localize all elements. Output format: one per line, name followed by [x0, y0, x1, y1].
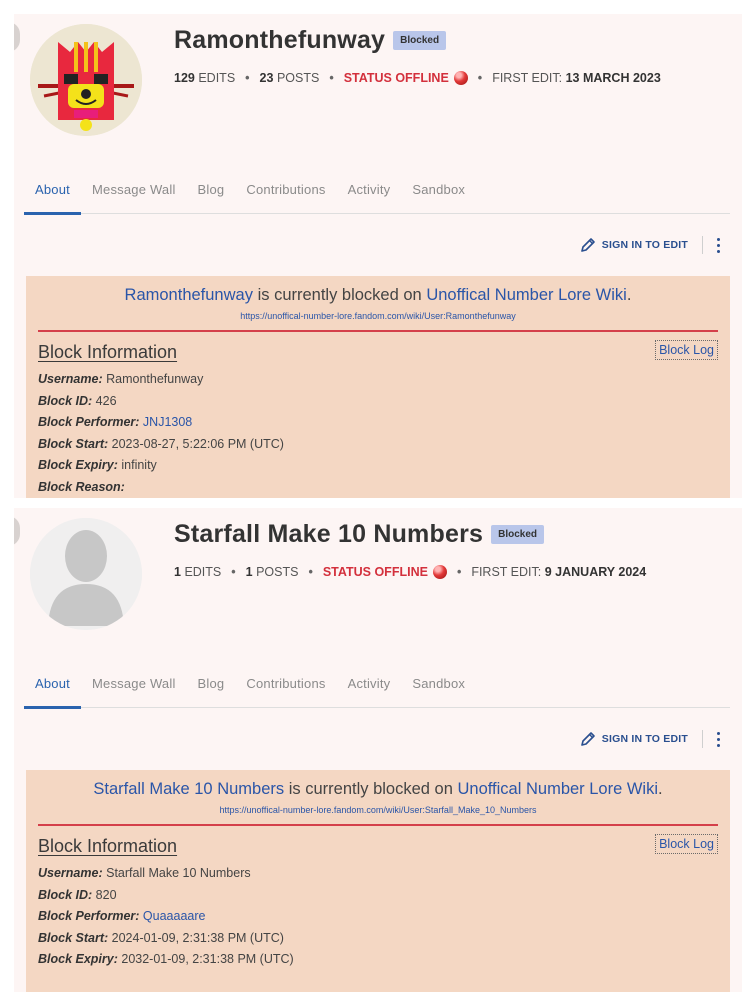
block-fields: [38, 369, 718, 498]
field-block-start: Block Start: 2023-08-27, 5:22:06 PM (UTC): [38, 436, 284, 451]
tab-about[interactable]: About: [24, 666, 81, 708]
blocked-user-link[interactable]: Ramonthefunway: [124, 286, 253, 304]
sign-in-to-edit-button[interactable]: SIGN IN TO EDIT: [601, 239, 688, 251]
tab-sandbox[interactable]: Sandbox: [412, 182, 466, 197]
stat-separator: •: [477, 71, 483, 85]
edits-label: EDITS: [198, 71, 236, 85]
stat-separator: •: [456, 565, 462, 579]
divider: [38, 824, 718, 826]
field-block-id: Block ID: 820: [38, 887, 117, 902]
profile-header: [174, 520, 732, 579]
field-block-expiry: Block Expiry: infinity: [38, 458, 157, 472]
page-actions: [580, 730, 720, 748]
posts-count: 1: [245, 565, 253, 579]
block-performer-link[interactable]: JNJ1308: [142, 415, 193, 429]
kebab-menu-icon[interactable]: [717, 238, 720, 253]
posts-count: 23: [259, 71, 274, 85]
field-block-reason: Block Reason:: [38, 479, 125, 494]
block-notice: [26, 276, 730, 498]
user-url-link[interactable]: https://unoffical-number-lore.fandom.com/wiki/User:Ramonthefunway: [240, 311, 516, 321]
avatar[interactable]: [30, 24, 142, 136]
block-information-heading: Block Information: [38, 342, 178, 362]
profile-stats: [174, 71, 732, 85]
profile-screenshot-1: [14, 14, 742, 498]
profile-tabs: [24, 172, 730, 214]
wiki-link[interactable]: Unoffical Number Lore Wiki: [457, 780, 659, 798]
profile-header: [174, 26, 732, 85]
block-information-heading: Block Information: [38, 836, 178, 856]
username: Starfall Make 10 Numbers: [174, 520, 484, 548]
blocked-statement: Starfall Make 10 Numbers is currently blocked on Unoffical Number Lore Wiki.: [93, 780, 663, 798]
tab-sandbox[interactable]: Sandbox: [412, 676, 466, 691]
edge-tab: [14, 516, 20, 546]
sign-in-to-edit-button[interactable]: SIGN IN TO EDIT: [601, 733, 688, 745]
field-block-performer: Block Performer: JNJ1308: [38, 415, 193, 429]
username: Ramonthefunway: [174, 26, 386, 54]
tab-message-wall[interactable]: Message Wall: [91, 182, 176, 197]
status-offline: STATUS OFFLINE: [323, 565, 447, 579]
first-edit-date: 13 MARCH 2023: [565, 71, 661, 85]
divider: [702, 236, 703, 254]
red-dot-icon: [454, 71, 468, 85]
field-block-id: Block ID: 426: [38, 393, 117, 408]
blocked-badge: Blocked: [393, 31, 446, 50]
block-performer-link[interactable]: Quaaaaare: [142, 909, 206, 923]
number-character-avatar-icon: [30, 24, 142, 136]
edge-tab: [14, 22, 20, 52]
blocked-statement: Ramonthefunway is currently blocked on Unoffical Number Lore Wiki.: [124, 286, 632, 304]
status-offline: STATUS OFFLINE: [344, 71, 468, 85]
stat-separator: •: [245, 71, 250, 85]
profile-tabs: [24, 666, 730, 708]
pencil-icon[interactable]: [580, 237, 596, 253]
field-block-start: Block Start: 2024-01-09, 2:31:38 PM (UTC): [38, 930, 284, 945]
tab-message-wall[interactable]: Message Wall: [91, 676, 176, 691]
wiki-link[interactable]: Unoffical Number Lore Wiki: [426, 286, 627, 304]
tab-activity[interactable]: Activity: [347, 182, 391, 197]
field-username: Username: Starfall Make 10 Numbers: [38, 866, 251, 880]
red-dot-icon: [433, 565, 447, 579]
field-block-expiry: Block Expiry: 2032-01-09, 2:31:38 PM (UTC): [38, 952, 294, 966]
first-edit-label: FIRST EDIT:: [492, 71, 563, 85]
field-username: Username: Ramonthefunway: [38, 372, 204, 386]
pencil-icon[interactable]: [580, 731, 596, 747]
blocked-text: is currently blocked on: [288, 780, 453, 798]
block-fields: [38, 863, 718, 971]
edits-count: 129: [174, 71, 195, 85]
tab-blog[interactable]: Blog: [197, 676, 225, 691]
tab-activity[interactable]: Activity: [347, 676, 391, 691]
tab-blog[interactable]: Blog: [197, 182, 225, 197]
block-notice: [26, 770, 730, 992]
first-edit-label: FIRST EDIT:: [471, 565, 542, 579]
first-edit-date: 9 JANUARY 2024: [544, 565, 647, 579]
stat-separator: •: [308, 565, 313, 579]
tab-contributions[interactable]: Contributions: [246, 182, 326, 197]
default-avatar-icon: [30, 518, 142, 630]
blocked-badge: Blocked: [491, 525, 544, 544]
field-block-performer: Block Performer: Quaaaaare: [38, 909, 206, 923]
divider: [38, 330, 718, 332]
profile-stats: [174, 565, 732, 579]
blocked-text: is currently blocked on: [257, 286, 422, 304]
edits-count: 1: [174, 565, 181, 579]
divider: [702, 730, 703, 748]
tab-contributions[interactable]: Contributions: [246, 676, 326, 691]
user-url-link[interactable]: https://unoffical-number-lore.fandom.com/wiki/User:Starfall_Make_10_Numbers: [219, 805, 537, 815]
profile-screenshot-2: [14, 508, 742, 992]
edits-label: EDITS: [184, 565, 222, 579]
stat-separator: •: [231, 565, 236, 579]
kebab-menu-icon[interactable]: [717, 732, 720, 747]
posts-label: POSTS: [276, 71, 320, 85]
block-log-button[interactable]: Block Log: [655, 834, 718, 854]
stat-separator: •: [329, 71, 334, 85]
page-actions: [580, 236, 720, 254]
posts-label: POSTS: [256, 565, 299, 579]
blocked-user-link[interactable]: Starfall Make 10 Numbers: [93, 780, 285, 798]
block-log-button[interactable]: Block Log: [655, 340, 718, 360]
avatar[interactable]: [30, 518, 142, 630]
tab-about[interactable]: About: [24, 172, 81, 214]
